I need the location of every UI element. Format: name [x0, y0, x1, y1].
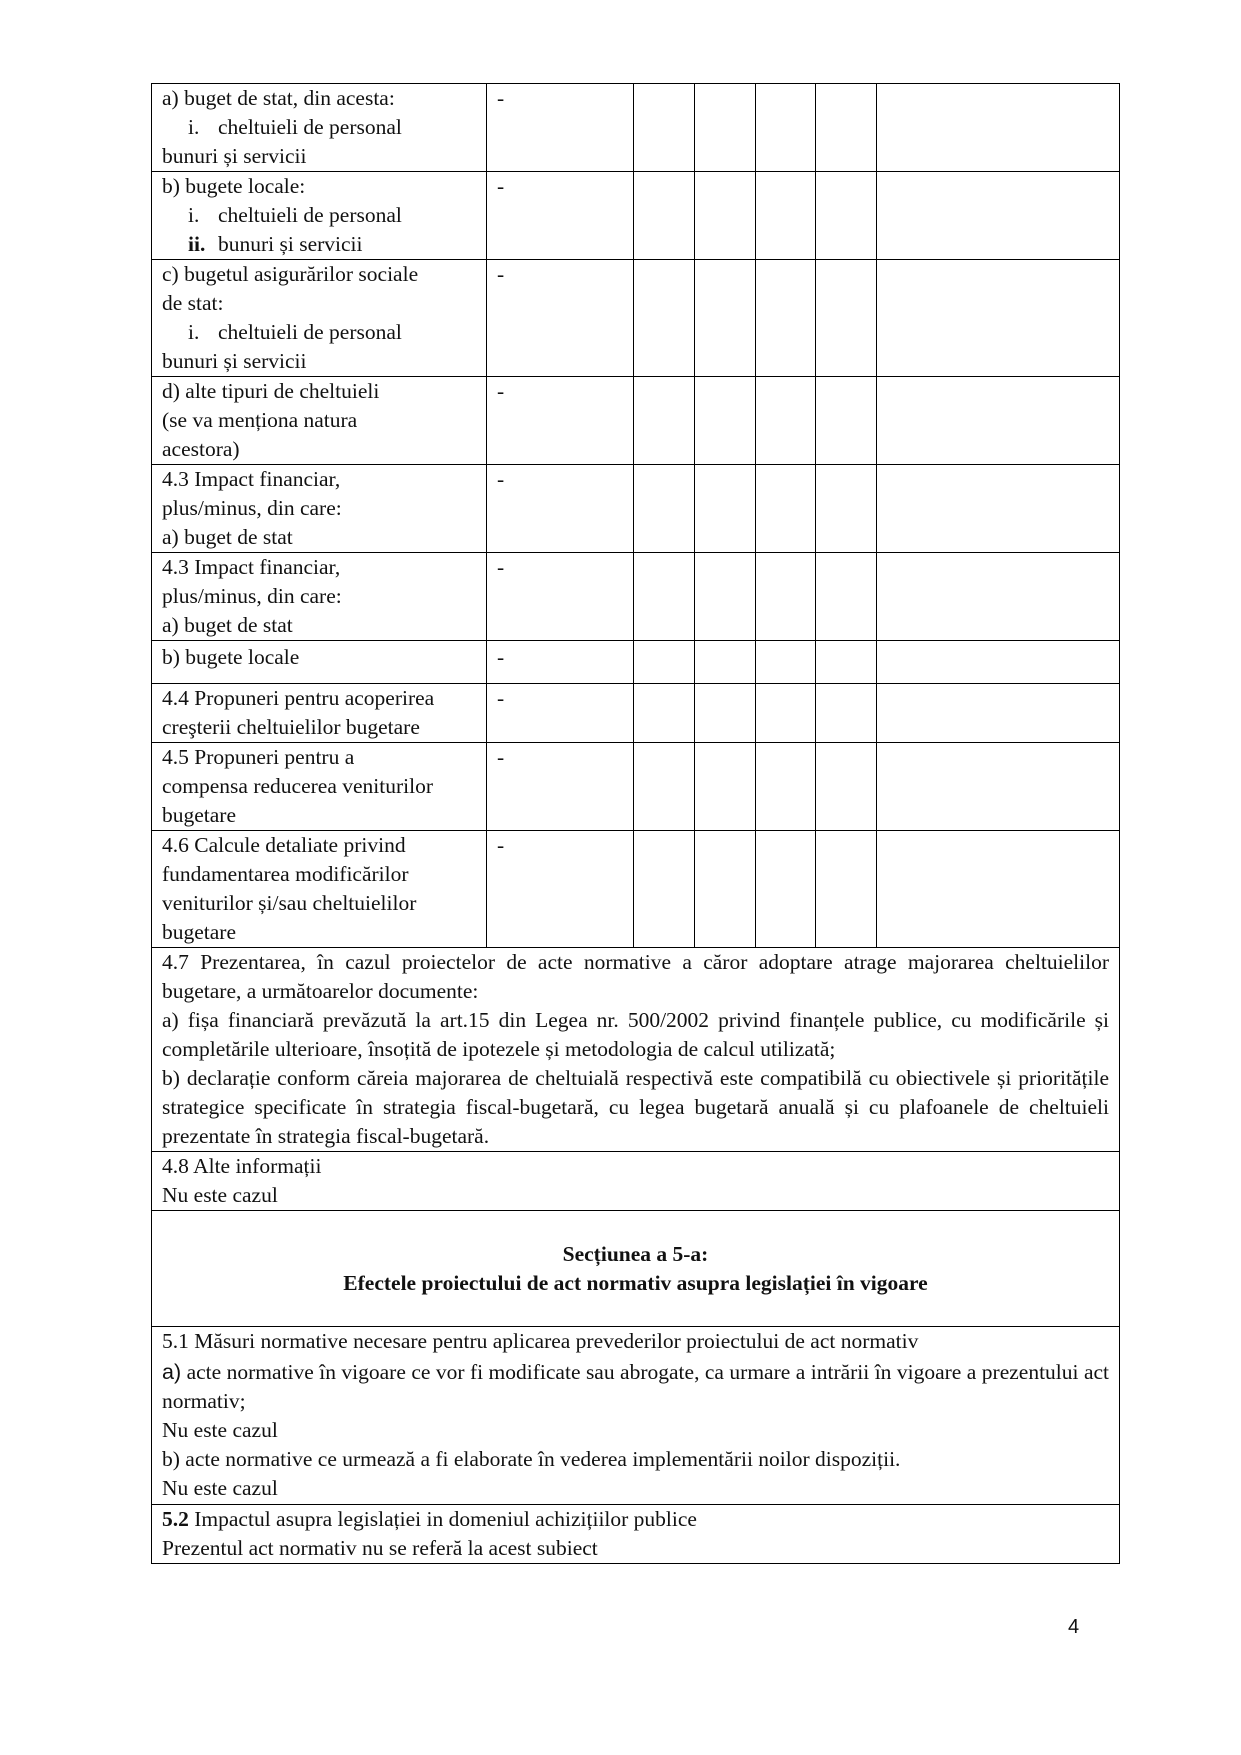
row-line: plus/minus, din care: — [162, 496, 342, 520]
section-4-7-item-a: a) fișa financiară prevăzută la art.15 din Legea nr. 500/2002 privind finanțele publice, cu modificările și completările ulterioare, însoțită de ipotezele și metodologia de calcul utilizată; — [162, 1008, 1109, 1061]
section-5-2-row — [152, 1505, 1120, 1564]
section-4-8-value: Nu este cazul — [162, 1183, 278, 1207]
empty-cell — [756, 684, 816, 743]
empty-cell — [816, 553, 877, 641]
empty-cell — [756, 260, 816, 377]
row-label — [152, 553, 487, 641]
row-line: 4.3 Impact financiar, — [162, 467, 341, 491]
row-label — [152, 641, 487, 684]
section-5-header-row — [152, 1211, 1120, 1327]
row-line: fundamentarea modificărilor — [162, 862, 409, 886]
section-4-7-item-b: b) declarație conform căreia majorarea de cheltuială respectivă este compatibilă cu obiectivele și prioritățile strategice specificate în strategia fiscal-bugetară, cu legea bugetară anuală și cu plafoanele de cheltuieli prezentate în strategia fiscal-bugetară. — [162, 1066, 1109, 1148]
empty-cell — [816, 641, 877, 684]
table-row — [152, 831, 1120, 948]
empty-cell — [816, 172, 877, 260]
page-number: 4 — [1068, 1616, 1080, 1638]
row-line: (se va menționa natura — [162, 408, 358, 432]
empty-cell — [695, 260, 756, 377]
table-row — [152, 553, 1120, 641]
empty-cell — [634, 831, 695, 948]
section-4-8-cell — [152, 1152, 1120, 1211]
row-label — [152, 377, 487, 465]
row-value: - — [487, 553, 634, 641]
row-line: 4.5 Propuneri pentru a — [162, 745, 355, 769]
row-value: - — [487, 260, 634, 377]
row-line: a) buget de stat — [162, 613, 293, 637]
section-5-1-row — [152, 1327, 1120, 1505]
section-4-7-intro: 4.7 Prezentarea, în cazul proiectelor de acte normative a căror adoptare atrage majorarea cheltuielilor bugetare, a următoarelor documente: — [162, 950, 1109, 1003]
row-line: veniturilor și/sau cheltuielilor — [162, 891, 417, 915]
section-5-1-item-a-value: Nu este cazul — [162, 1418, 278, 1442]
section-4-7-row — [152, 948, 1120, 1152]
section-4-7-cell — [152, 948, 1120, 1152]
empty-cell — [756, 553, 816, 641]
empty-cell — [877, 465, 1120, 553]
empty-cell — [877, 260, 1120, 377]
section-5-1-item-b-value: Nu este cazul — [162, 1476, 278, 1500]
section-5-subtitle: Efectele proiectului de act normativ asupra legislației în vigoare — [343, 1270, 928, 1295]
empty-cell — [695, 84, 756, 172]
row-value: - — [487, 743, 634, 831]
section-5-2-title: 5.2 Impactul asupra legislației in domeniul achizițiilor publice — [162, 1507, 697, 1531]
empty-cell — [816, 377, 877, 465]
row-line: ii. bunuri și servicii — [188, 232, 363, 256]
row-line: 4.6 Calcule detaliate privind — [162, 833, 406, 857]
section-5-1-item-a: a) acte normative în vigoare ce vor fi modificate sau abrogate, ca urmare a intrării în vigoare a prezentului act normativ; — [162, 1360, 1109, 1413]
empty-cell — [634, 172, 695, 260]
empty-cell — [877, 172, 1120, 260]
section-5-1-item-b: b) acte normative ce urmează a fi elaborate în vederea implementării noilor dispoziții. — [162, 1447, 901, 1471]
empty-cell — [634, 465, 695, 553]
empty-cell — [877, 377, 1120, 465]
row-value: - — [487, 831, 634, 948]
row-label — [152, 465, 487, 553]
row-line: d) alte tipuri de cheltuieli — [162, 379, 380, 403]
row-line: bunuri și servicii — [162, 349, 307, 373]
row-line: plus/minus, din care: — [162, 584, 342, 608]
empty-cell — [634, 377, 695, 465]
row-value: - — [487, 172, 634, 260]
empty-cell — [756, 377, 816, 465]
row-line: de stat: — [162, 291, 224, 315]
empty-cell — [877, 553, 1120, 641]
row-line: acestora) — [162, 437, 240, 461]
empty-cell — [816, 260, 877, 377]
empty-cell — [756, 465, 816, 553]
empty-cell — [816, 84, 877, 172]
row-value: - — [487, 641, 634, 684]
row-value: - — [487, 84, 634, 172]
table-row — [152, 743, 1120, 831]
financial-impact-table — [151, 83, 1120, 1564]
row-line: b) bugete locale — [162, 645, 300, 669]
empty-cell — [756, 743, 816, 831]
table-row — [152, 84, 1120, 172]
section-5-2-cell — [152, 1505, 1120, 1564]
empty-cell — [816, 831, 877, 948]
row-line: b) bugete locale: — [162, 174, 306, 198]
empty-cell — [816, 743, 877, 831]
row-value: - — [487, 684, 634, 743]
empty-cell — [695, 465, 756, 553]
row-line: a) buget de stat — [162, 525, 293, 549]
empty-cell — [634, 553, 695, 641]
row-line: compensa reducerea veniturilor — [162, 774, 434, 798]
empty-cell — [634, 641, 695, 684]
row-line: bugetare — [162, 803, 237, 827]
empty-cell — [756, 641, 816, 684]
row-value: - — [487, 465, 634, 553]
section-5-header-cell — [152, 1211, 1120, 1327]
empty-cell — [756, 84, 816, 172]
row-label — [152, 84, 487, 172]
table-row — [152, 641, 1120, 684]
section-4-8-row — [152, 1152, 1120, 1211]
empty-cell — [695, 553, 756, 641]
empty-cell — [877, 743, 1120, 831]
empty-cell — [695, 172, 756, 260]
empty-cell — [634, 84, 695, 172]
table-row — [152, 377, 1120, 465]
row-line: i. cheltuieli de personal — [188, 203, 402, 227]
empty-cell — [877, 641, 1120, 684]
row-line: c) bugetul asigurărilor sociale — [162, 262, 419, 286]
empty-cell — [695, 377, 756, 465]
table-row — [152, 465, 1120, 553]
row-label — [152, 684, 487, 743]
table-row — [152, 172, 1120, 260]
row-line: i. cheltuieli de personal — [188, 320, 402, 344]
empty-cell — [877, 84, 1120, 172]
row-line: 4.3 Impact financiar, — [162, 555, 341, 579]
empty-cell — [695, 641, 756, 684]
empty-cell — [816, 684, 877, 743]
empty-cell — [695, 831, 756, 948]
row-line: bunuri și servicii — [162, 144, 307, 168]
row-label — [152, 260, 487, 377]
row-line: i. cheltuieli de personal — [188, 115, 402, 139]
empty-cell — [816, 465, 877, 553]
empty-cell — [695, 743, 756, 831]
section-5-1-cell — [152, 1327, 1120, 1505]
section-5-1-title: 5.1 Măsuri normative necesare pentru aplicarea prevederilor proiectului de act normativ — [162, 1329, 919, 1353]
row-label — [152, 831, 487, 948]
empty-cell — [756, 172, 816, 260]
row-label — [152, 172, 487, 260]
table-row — [152, 684, 1120, 743]
table-row — [152, 260, 1120, 377]
row-label — [152, 743, 487, 831]
section-5-title: Secțiunea a 5-a: — [562, 1241, 709, 1266]
empty-cell — [695, 684, 756, 743]
section-4-8-title: 4.8 Alte informații — [162, 1154, 322, 1178]
section-5-2-value: Prezentul act normativ nu se referă la acest subiect — [162, 1536, 598, 1560]
empty-cell — [877, 684, 1120, 743]
empty-cell — [634, 684, 695, 743]
empty-cell — [634, 260, 695, 377]
empty-cell — [756, 831, 816, 948]
row-line: 4.4 Propuneri pentru acoperirea — [162, 686, 435, 710]
row-line: a) buget de stat, din acesta: — [162, 86, 395, 110]
row-line: bugetare — [162, 920, 237, 944]
empty-cell — [877, 831, 1120, 948]
row-line: creşterii cheltuielilor bugetare — [162, 715, 420, 739]
row-value: - — [487, 377, 634, 465]
empty-cell — [634, 743, 695, 831]
